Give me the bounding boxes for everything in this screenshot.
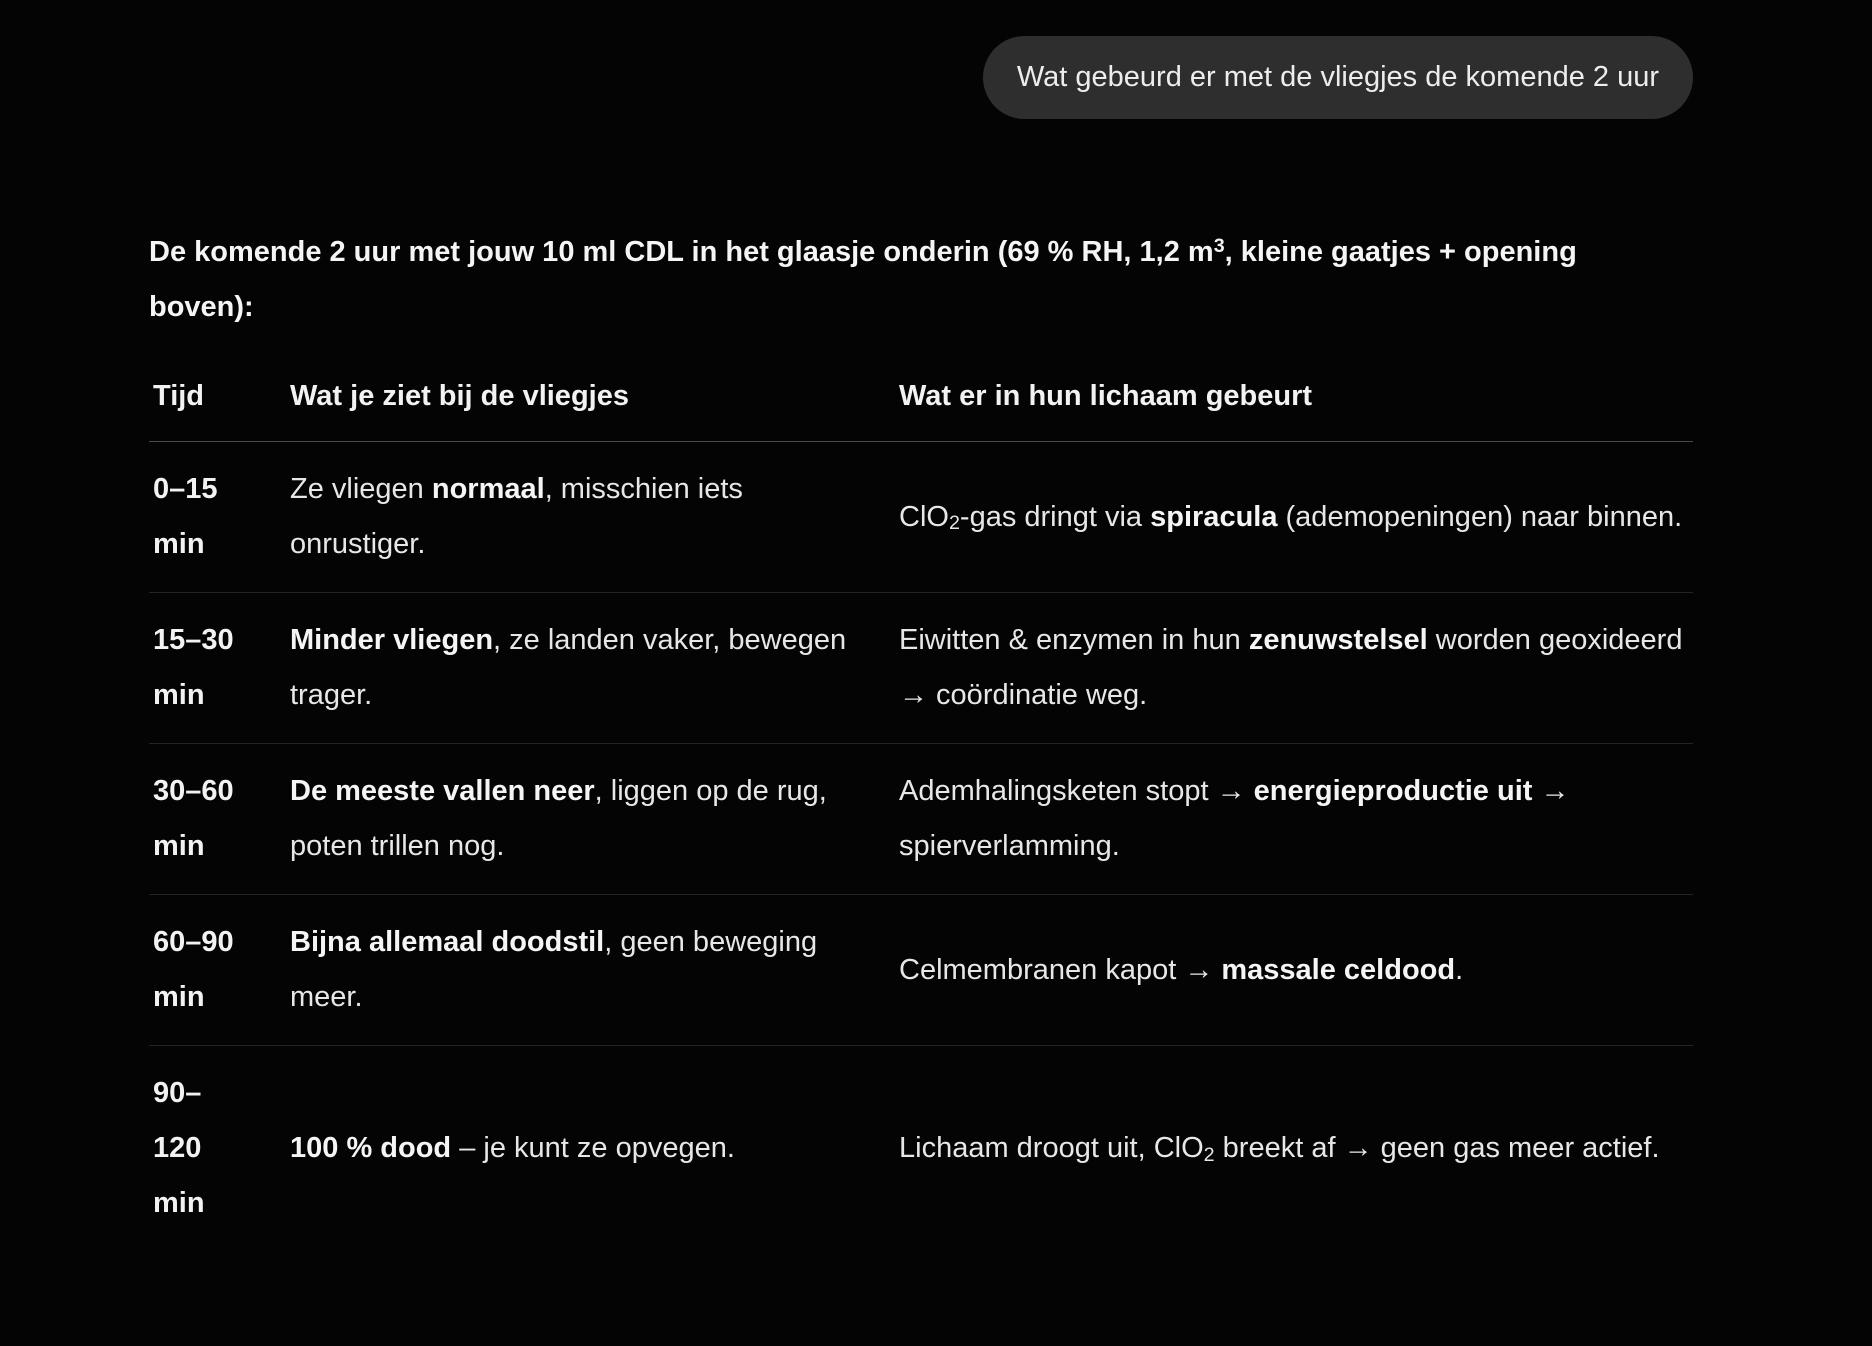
table-row (149, 1046, 1693, 1252)
cell-what-you-see: Ze vliegen normaal, misschien iets onrustiger. (290, 442, 899, 593)
cell-time: 90–120 min (149, 1046, 290, 1252)
intro-text: De komende 2 uur met jouw 10 ml CDL in het glaasje onderin (69 % RH, 1,2 $m^3$, kleine gaatjes + opening boven): (149, 235, 1577, 323)
table-row (149, 744, 1693, 895)
cell-time: 60–90 min (149, 895, 290, 1046)
flies-table (149, 369, 1693, 1251)
cell-what-happens-in-body: Eiwitten & enzymen in hun zenuwstelsel worden geoxideerd → coördinatie weg. (899, 593, 1693, 744)
header-wat-in-lichaam: Wat er in hun lichaam gebeurt (899, 369, 1693, 442)
cell-what-you-see: Minder vliegen, ze landen vaker, bewegen trager. (290, 593, 899, 744)
chat-column (149, 36, 1693, 1251)
cell-time: 15–30 min (149, 593, 290, 744)
header-wat-je-ziet: Wat je ziet bij de vliegjes (290, 369, 899, 442)
cell-what-happens-in-body: ClO$_2$-gas dringt via spiracula (ademopeningen) naar binnen. (899, 442, 1693, 593)
user-message-bubble: Wat gebeurd er met de vliegjes de komende 2 uur (983, 36, 1693, 119)
table-row (149, 895, 1693, 1046)
cell-what-you-see: 100 % dood – je kunt ze opvegen. (290, 1046, 899, 1252)
cell-time: 30–60 min (149, 744, 290, 895)
cell-what-happens-in-body: Lichaam droogt uit, ClO$_2$ breekt af → geen gas meer actief. (899, 1046, 1693, 1252)
cell-time: 0–15 min (149, 442, 290, 593)
table-row (149, 593, 1693, 744)
cell-what-happens-in-body: Ademhalingsketen stopt → energieproductie uit → spierverlamming. (899, 744, 1693, 895)
cell-what-you-see: De meeste vallen neer, liggen op de rug, poten trillen nog. (290, 744, 899, 895)
table-row (149, 442, 1693, 593)
table-body (149, 442, 1693, 1252)
cell-what-you-see: Bijna allemaal doodstil, geen beweging meer. (290, 895, 899, 1046)
user-message-row (149, 36, 1693, 119)
table-header (149, 369, 1693, 442)
cell-what-happens-in-body: Celmembranen kapot → massale celdood. (899, 895, 1693, 1046)
header-tijd: Tijd (149, 369, 290, 442)
